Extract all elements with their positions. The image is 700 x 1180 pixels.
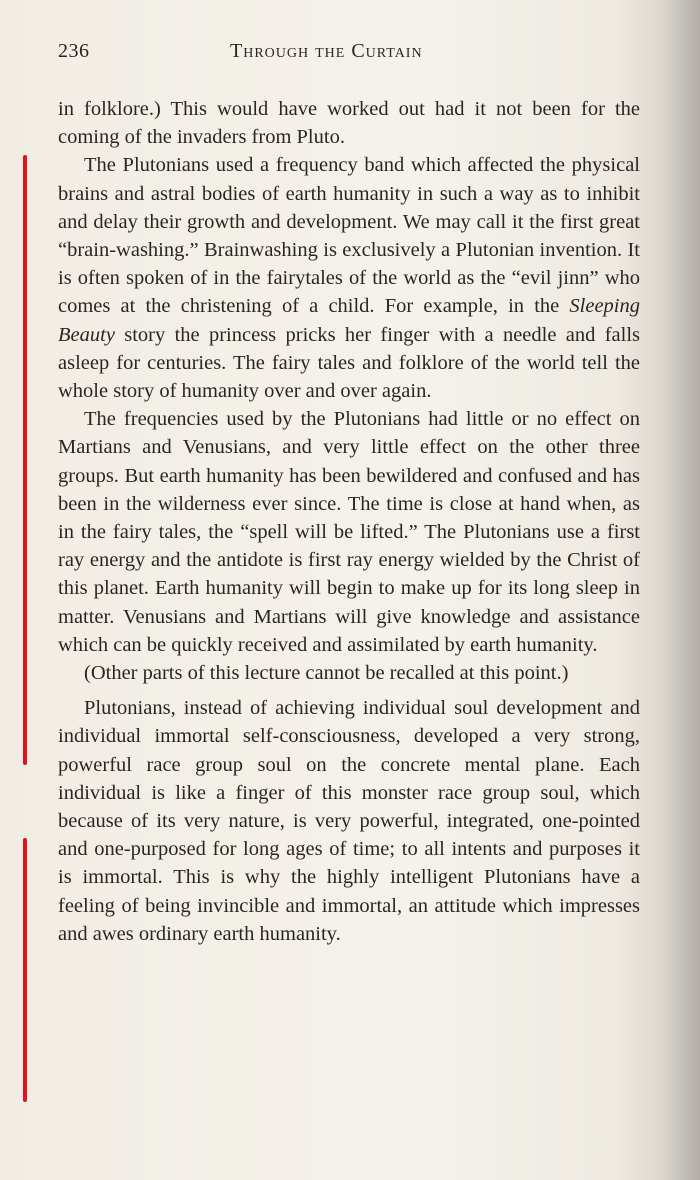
paragraph: The frequencies used by the Plutonians had little or no effect on Martians and Venusians, and very little effect on the other three groups. But earth humanity has been bewildered and confused and has been in the wilderness ever since. The time is close at hand when, as in the fairy tales, the “spell will be lifted.” The Plutonians use a first ray energy and the antidote is first ray energy wielded by the Christ of this planet. Earth humanity will begin to make up for its long sleep in matter. Venusians and Martians will give knowledge and assistance which can be quickly received and assimilated by earth humanity.: [58, 408, 640, 656]
paragraph: in folklore.) This would have worked out had it not been for the coming of the invaders from Pluto.: [58, 98, 640, 149]
paragraph: (Other parts of this lecture cannot be recalled at this point.): [84, 662, 569, 685]
margin-highlight-bar: [23, 155, 27, 765]
page-header: [58, 40, 638, 70]
paragraph: [58, 151, 640, 405]
running-head: Through the Curtain: [230, 40, 423, 62]
page-number: 236: [58, 40, 90, 62]
margin-highlight-bar: [23, 838, 27, 1102]
body-text: [58, 95, 640, 948]
paragraph-text: The Plutonians used a frequency band which affected the physical brains and astral bodies of earth humanity in such a way as to inhibit and delay their growth and development. We may call it the first great “brain-washing.” Brainwashing is exclusively a Plutonian invention. It is often spoken of in the fairytales of the world as the “evil jinn” who comes at the christening of a child. For example, in the: [58, 154, 640, 318]
page-edge-shadow: [660, 0, 700, 1180]
book-title-italic: Sleeping Beauty: [58, 295, 640, 346]
paragraph: Plutonians, instead of achieving individual soul development and individual immortal self-consciousness, developed a very strong, powerful race group soul on the concrete mental plane. Each individual is like a finger of this monster race group soul, which because of its very nature, is very powerful, integrated, one-pointed and one-purposed for long ages of time; to all intents and purposes it is immortal. This is why the highly intelligent Plutonians have a feeling of being invincible and immortal, an attitude which impresses and awes ordinary earth humanity.: [58, 697, 640, 945]
paragraph-text: story the princess pricks her finger with a needle and falls asleep for centuries. The fairy tales and folklore of the world tell the whole story of humanity over and over again.: [58, 323, 640, 403]
